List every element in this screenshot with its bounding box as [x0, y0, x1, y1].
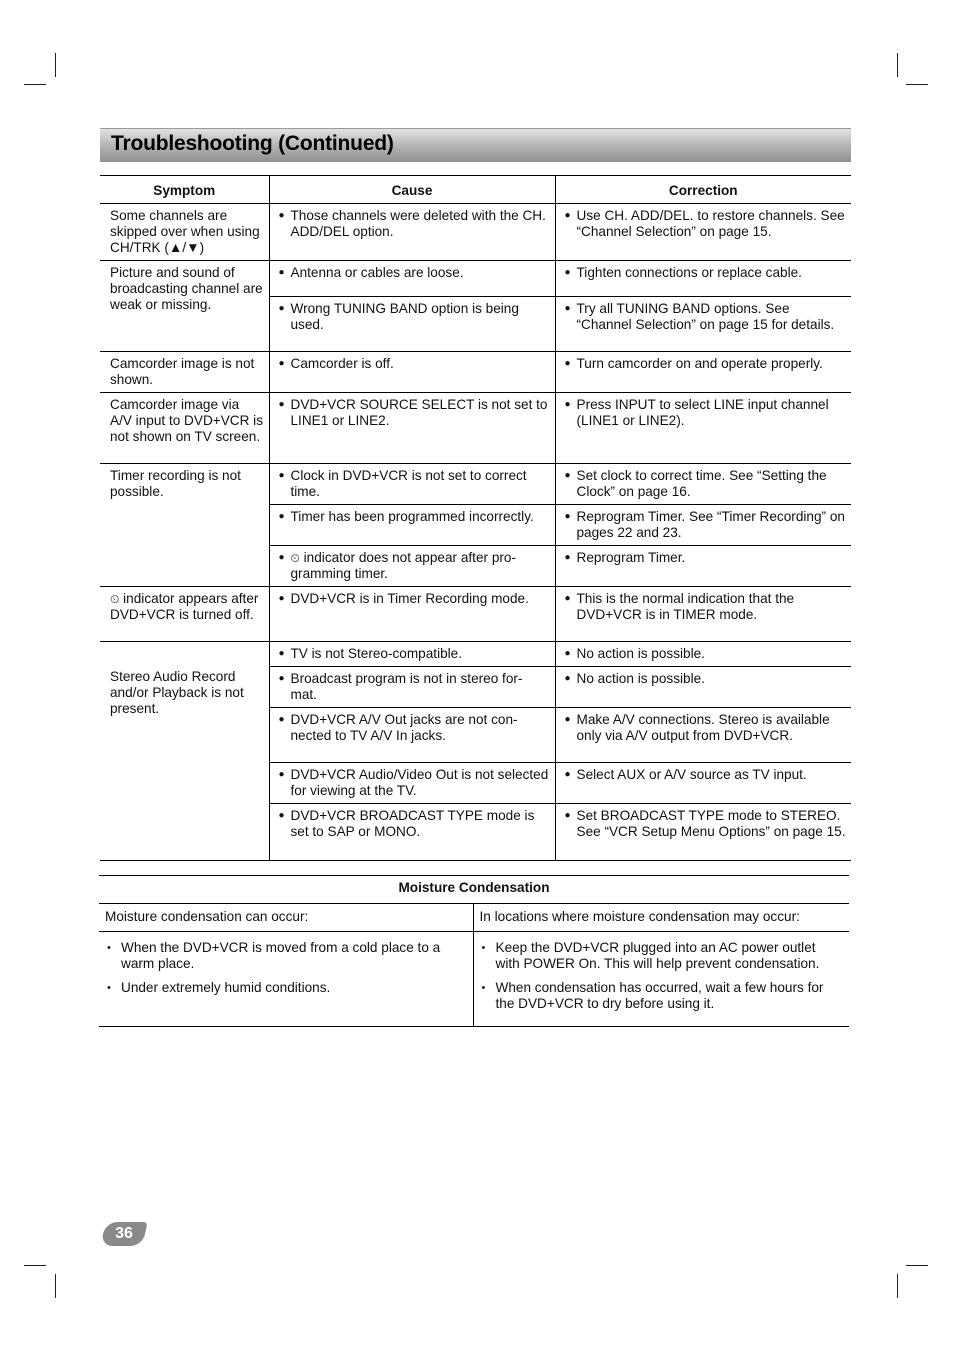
bullet-icon: ● — [278, 470, 285, 481]
symptom-cell: Timer recording is not possible. — [100, 464, 269, 587]
crop-mark — [897, 53, 898, 77]
cause-cell: ● Those channels were deleted with the CH. ADD/DEL option. — [269, 204, 555, 261]
crop-mark — [55, 53, 56, 77]
bullet-icon: ● — [278, 399, 285, 410]
correction-cell: ● Tighten connections or replace cable. — [555, 261, 851, 297]
cause-cell: ● DVD+VCR BROADCAST TYPE mode is set to SAP or MONO. — [269, 804, 555, 861]
bullet-icon: • — [481, 942, 486, 954]
crop-mark — [24, 84, 46, 85]
bullet-icon: ● — [278, 267, 285, 278]
correction-cell: ● No action is possible. — [555, 667, 851, 708]
crop-mark — [906, 1265, 928, 1266]
bullet-icon: ● — [564, 552, 571, 563]
moisture-condensation-table — [99, 875, 849, 1027]
table-header-row — [100, 176, 851, 204]
crop-mark — [24, 1265, 46, 1266]
bullet-icon: ● — [564, 399, 571, 410]
correction-cell: ● Select AUX or A/V source as TV input. — [555, 763, 851, 804]
correction-cell: ● No action is possible. — [555, 642, 851, 667]
cause-cell: ● DVD+VCR A/V Out jacks are not con- nected to TV A/V In jacks. — [269, 708, 555, 763]
correction-cell: ● This is the normal indication that the DVD+VCR is in TIMER mode. — [555, 587, 851, 642]
correction-cell: ● Turn camcorder on and operate properly. — [555, 352, 851, 393]
cause-cell: ● Camcorder is off. — [269, 352, 555, 393]
bullet-icon: ● — [564, 267, 571, 278]
moisture-title-row — [99, 876, 849, 904]
symptom-cell: Camcorder image is not shown. — [100, 352, 269, 393]
bullet-icon: ● — [278, 769, 285, 780]
list-item: • When condensation has occurred, wait a few hours for the DVD+VCR to dry before using it. — [481, 980, 824, 1011]
list-item: • When the DVD+VCR is moved from a cold place to a warm place. — [107, 940, 441, 971]
bullet-icon: ● — [278, 511, 285, 522]
cause-cell: ● Wrong TUNING BAND option is being used. — [269, 297, 555, 352]
moisture-right-header: In locations where moisture condensation may occur: — [473, 904, 849, 932]
correction-cell: ● Use CH. ADD/DEL. to restore channels. See “Channel Selection” on page 15. — [555, 204, 851, 261]
cause-cell: ● DVD+VCR Audio/Video Out is not selected for viewing at the TV. — [269, 763, 555, 804]
list-item: • Keep the DVD+VCR plugged into an AC power outlet with POWER On. This will help prevent condensation. — [481, 940, 820, 971]
page-title: Troubleshooting (Continued) — [111, 132, 394, 155]
crop-mark — [55, 1274, 56, 1298]
moisture-title: Moisture Condensation — [99, 876, 849, 904]
correction-cell: ● Reprogram Timer. See “Timer Recording” on pages 22 and 23. — [555, 505, 851, 546]
cause-cell: ● Antenna or cables are loose. — [269, 261, 555, 297]
bullet-icon: ● — [564, 593, 571, 604]
table-row — [100, 204, 851, 261]
cause-cell: ● Broadcast program is not in stereo for- mat. — [269, 667, 555, 708]
bullet-icon: • — [107, 982, 111, 994]
crop-mark — [897, 1274, 898, 1298]
bullet-icon: ● — [564, 714, 571, 725]
correction-header: Correction — [555, 176, 851, 204]
bullet-icon: ● — [564, 810, 571, 821]
table-row — [100, 642, 851, 667]
table-row — [100, 464, 851, 505]
symptom-cell: Camcorder image via A/V input to DVD+VCR is not shown on TV screen. — [100, 393, 269, 464]
correction-cell: ● Set clock to correct time. See “Setting the Clock” on page 16. — [555, 464, 851, 505]
timer-clock-icon: ⏲ — [290, 551, 300, 565]
moisture-content-row — [99, 932, 849, 1027]
moisture-subheader-row — [99, 904, 849, 932]
symptom-header: Symptom — [100, 176, 269, 204]
bullet-icon: ● — [278, 210, 285, 221]
symptom-cell: Stereo Audio Record and/or Playback is not present. — [100, 642, 269, 861]
bullet-icon: ● — [564, 511, 571, 522]
cause-cell: ● DVD+VCR is in Timer Recording mode. — [269, 587, 555, 642]
bullet-icon: ● — [278, 552, 285, 563]
bullet-icon: ● — [564, 470, 571, 481]
table-row — [100, 587, 851, 642]
bullet-icon: ● — [278, 358, 285, 369]
correction-cell: ● Press INPUT to select LINE input channel (LINE1 or LINE2). — [555, 393, 851, 464]
crop-mark — [906, 84, 928, 85]
moisture-right-list — [473, 932, 849, 1027]
cause-cell: ● Clock in DVD+VCR is not set to correct time. — [269, 464, 555, 505]
bullet-icon: ● — [564, 358, 571, 369]
cause-header: Cause — [269, 176, 555, 204]
cause-cell: ● TV is not Stereo-compatible. — [269, 642, 555, 667]
bullet-icon: • — [107, 942, 111, 954]
symptom-cell: ⏲ indicator appears after DVD+VCR is turned off. — [100, 587, 269, 642]
bullet-icon: ● — [278, 303, 285, 314]
bullet-icon: • — [481, 982, 486, 994]
troubleshooting-table — [100, 175, 851, 861]
moisture-left-list — [99, 932, 473, 1027]
cause-cell: ● Timer has been programmed incorrectly. — [269, 505, 555, 546]
correction-cell: ● Try all TUNING BAND options. See “Channel Selection” on page 15 for details. — [555, 297, 851, 352]
moisture-left-header: Moisture condensation can occur: — [99, 904, 473, 932]
cause-cell: ● ⏲ indicator does not appear after pro- gramming timer. — [269, 546, 555, 587]
table-row — [100, 261, 851, 297]
symptom-cell: Some channels are skipped over when using CH/TRK (▲/▼) — [100, 204, 269, 261]
page-number-badge — [100, 1222, 147, 1246]
bullet-icon: ● — [564, 769, 571, 780]
bullet-icon: ● — [564, 673, 571, 684]
bullet-icon: ● — [278, 648, 285, 659]
bullet-icon: ● — [278, 593, 285, 604]
bullet-icon: ● — [564, 648, 571, 659]
cause-cell: ● DVD+VCR SOURCE SELECT is not set to LINE1 or LINE2. — [269, 393, 555, 464]
symptom-cell: Picture and sound of broadcasting channel are weak or missing. — [100, 261, 269, 352]
list-item: • Under extremely humid conditions. — [107, 980, 331, 995]
bullet-icon: ● — [278, 810, 285, 821]
bullet-icon: ● — [564, 210, 571, 221]
correction-cell: ● Reprogram Timer. — [555, 546, 851, 587]
title-bar — [100, 128, 851, 162]
timer-clock-icon: ⏲ — [110, 592, 120, 606]
correction-cell: ● Set BROADCAST TYPE mode to STEREO. See “VCR Setup Menu Options” on page 15. — [555, 804, 851, 861]
table-row — [100, 393, 851, 464]
page-number: 36 — [115, 1225, 133, 1242]
bullet-icon: ● — [278, 714, 285, 725]
bullet-icon: ● — [278, 673, 285, 684]
table-row — [100, 352, 851, 393]
correction-cell: ● Make A/V connections. Stereo is available only via A/V output from DVD+VCR. — [555, 708, 851, 763]
bullet-icon: ● — [564, 303, 571, 314]
